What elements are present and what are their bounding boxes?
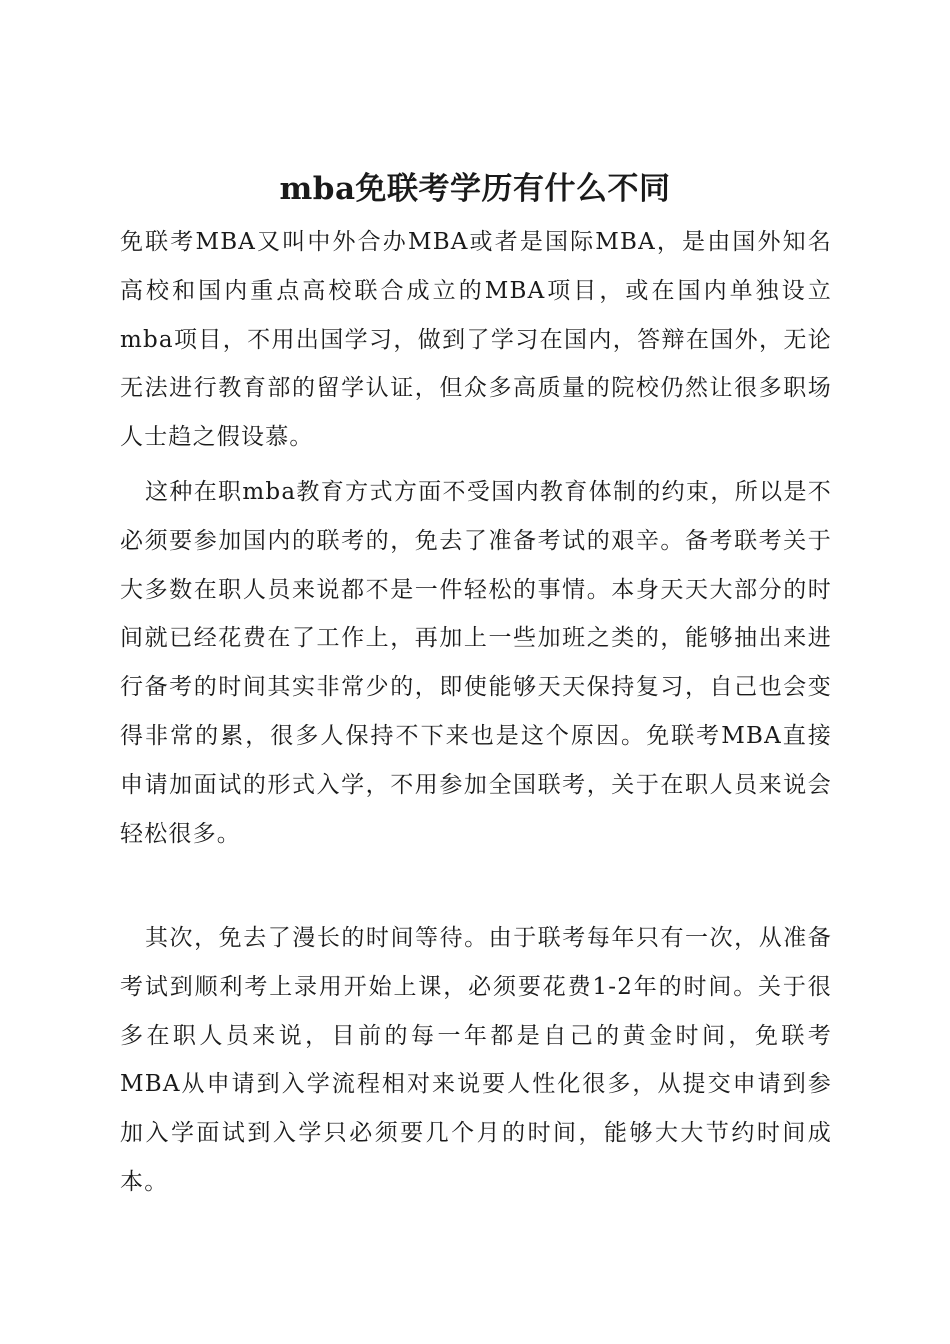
document-title: mba免联考学历有什么不同: [279, 170, 671, 207]
paragraph-2: 这种在职mba教育方式方面不受国内教育体制的约束，所以是不必须要参加国内的联考的，免去了准备考试的艰辛。备考联考关于大多数在职人员来说都不是一件轻松的事情。本身天天大部分的时间就已经花费在了工作上，再加上一些加班之类的，能够抽出来进行备考的时间其实非常少的，即使能够天天保持复习，自己也会变得非常的累，很多人保持不下来也是这个原因。免联考MBA直接申请加面试的形式入学，不用参加全国联考，关于在职人员来说会轻松很多。: [120, 479, 832, 847]
paragraph-1: 免联考MBA又叫中外合办MBA或者是国际MBA，是由国外知名高校和国内重点高校联合成立的MBA项目，或在国内单独设立mba项目，不用出国学习，做到了学习在国内，答辩在国外，无论无法进行教育部的留学认证，但众多高质量的院校仍然让很多职场人士趋之假设慕。: [120, 229, 832, 451]
paragraph-3: 其次，免去了漫长的时间等待。由于联考每年只有一次，从准备考试到顺利考上录用开始上课，必须要花费1-2年的时间。关于很多在职人员来说，目前的每一年都是自己的黄金时间，免联考MBA从申请到入学流程相对来说要人性化很多，从提交申请到参加入学面试到入学只必须要几个月的时间，能够大大节约时间成本。: [120, 925, 832, 1195]
